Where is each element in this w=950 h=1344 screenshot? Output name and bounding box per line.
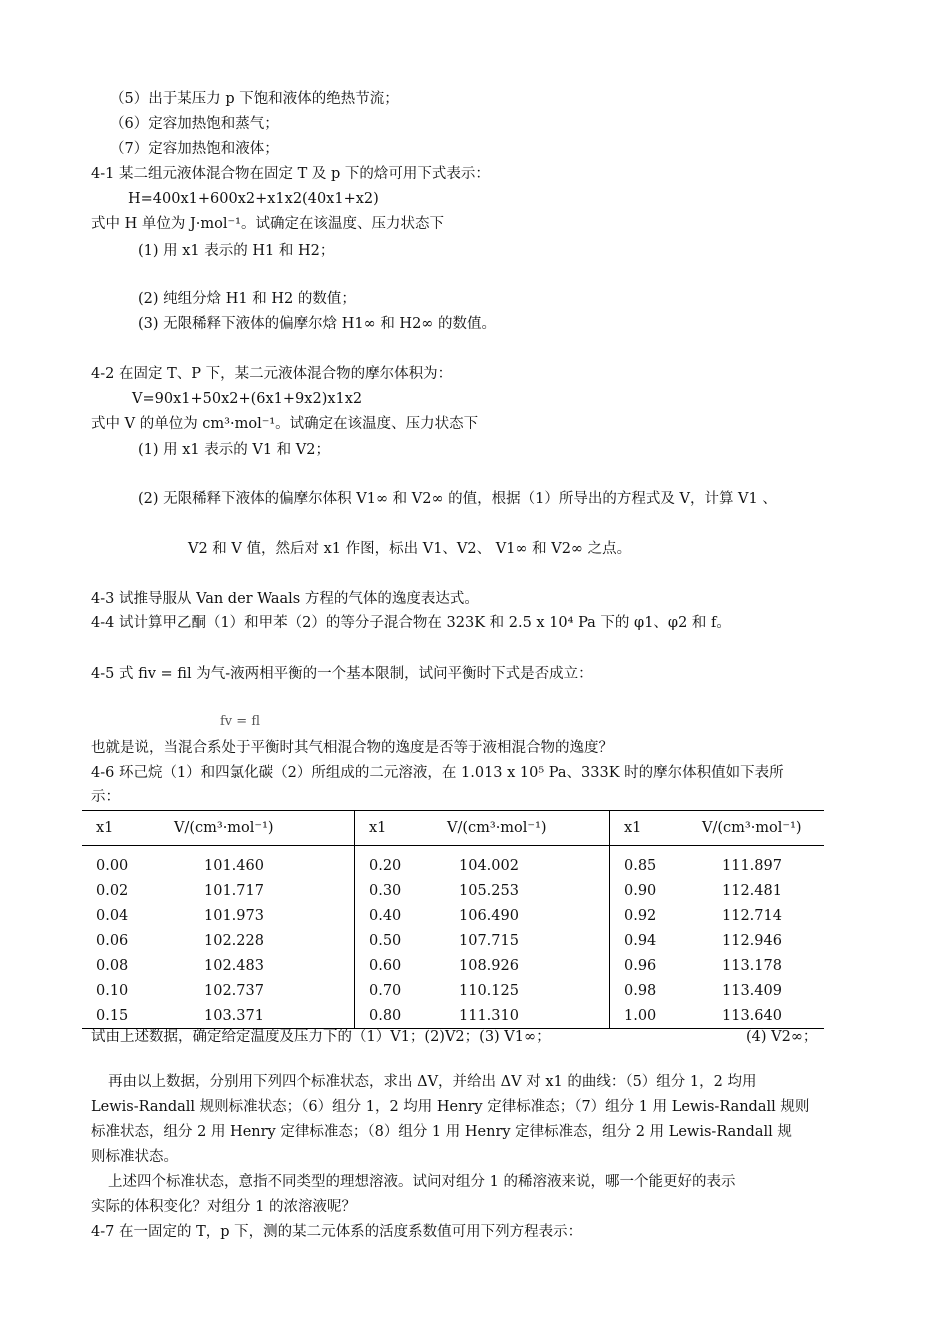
table-row bbox=[82, 904, 824, 929]
table-cell: 0.80 bbox=[355, 1003, 448, 1028]
table-cell: 112.481 bbox=[722, 883, 782, 900]
problem-4-2-title: 4-2 在固定 T、P 下，某二元液体混合物的摩尔体积为： bbox=[91, 366, 453, 382]
problem-4-5: 4-5 式 fiv = fil 为气-液两相平衡的一个基本限制，试问平衡时下式是否成立： bbox=[91, 666, 593, 682]
problem-4-1-unit: 式中 H 单位为 J·mol⁻¹。试确定在该温度、压力状态下 bbox=[91, 216, 444, 232]
problem-4-2-unit: 式中 V 的单位为 cm³·mol⁻¹。试确定在该温度、压力状态下 bbox=[91, 416, 479, 432]
table-cell: 1.00 bbox=[610, 1003, 703, 1028]
table-cell: 0.30 bbox=[369, 883, 402, 900]
problem-4-1-title: 4-1 某二组元液体混合物在固定 T 及 p 下的焓可用下式表示： bbox=[91, 166, 490, 182]
table-cell: 101.460 bbox=[174, 846, 355, 879]
table-header: V/(cm³·mol⁻¹) bbox=[702, 811, 824, 846]
table-cell: 102.228 bbox=[174, 929, 355, 954]
table-row bbox=[82, 1003, 824, 1028]
problem-4-6-line1: 4-6 环己烷（1）和四氯化碳（2）所组成的二元溶液，在 1.013 x 10⁵ Pa、333K 时的摩尔体积值如下表所 bbox=[91, 765, 784, 781]
table-cell: 101.717 bbox=[174, 879, 355, 904]
table-cell: 107.715 bbox=[447, 929, 610, 954]
table-header: x1 bbox=[610, 811, 703, 846]
paragraph-ideal-solutions-1: 上述四个标准状态，意指不同类型的理想溶液。试问对组分 1 的稀溶液来说，哪一个能更好的表示 bbox=[108, 1174, 736, 1190]
problem-4-1-q1: (1) 用 x1 表示的 H1 和 H2； bbox=[138, 243, 335, 259]
problem-4-5-equation: fv = fl bbox=[220, 714, 260, 729]
table-cell: 104.002 bbox=[447, 846, 610, 879]
table-row bbox=[82, 954, 824, 979]
problem-4-5-question: 也就是说，当混合系处于平衡时其气相混合物的逸度是否等于液相混合物的逸度？ bbox=[91, 740, 613, 756]
table-header: V/(cm³·mol⁻¹) bbox=[174, 811, 355, 846]
table-cell: 0.85 bbox=[624, 858, 657, 875]
table-cell: 0.50 bbox=[369, 933, 402, 950]
table-cell: 106.490 bbox=[447, 904, 610, 929]
table-cell: 105.253 bbox=[447, 879, 610, 904]
table-cell: 0.92 bbox=[624, 908, 657, 925]
table-row bbox=[82, 846, 824, 879]
table-cell: 0.10 bbox=[96, 982, 129, 999]
table-cell: 0.98 bbox=[624, 982, 657, 999]
table-cell: 0.96 bbox=[624, 958, 657, 974]
table-row bbox=[82, 978, 824, 1003]
table-row bbox=[82, 929, 824, 954]
table-cell: 111.897 bbox=[722, 858, 782, 875]
table-cell: 0.04 bbox=[96, 908, 129, 925]
table-cell: 112.946 bbox=[722, 933, 782, 950]
problem-4-2-q2a: (2) 无限稀释下液体的偏摩尔体积 V1∞ 和 V2∞ 的值，根据（1）所导出的方程式及 V，计算 V1 、 bbox=[138, 491, 777, 507]
table-cell: 113.640 bbox=[702, 1003, 824, 1028]
table-cell: 0.02 bbox=[96, 883, 129, 900]
problem-4-2-q1: (1) 用 x1 表示的 V1 和 V2； bbox=[138, 442, 330, 458]
table-cell: 113.178 bbox=[722, 958, 782, 974]
problem-4-7: 4-7 在一固定的 T，p 下，测的某二元体系的活度系数值可用下列方程表示： bbox=[91, 1224, 583, 1240]
table-cell: 0.70 bbox=[369, 982, 402, 999]
table-cell: 0.15 bbox=[82, 1003, 174, 1028]
problem-4-2-equation: V=90x1+50x2+(6x1+9x2)x1x2 bbox=[132, 391, 363, 407]
table-cell: 0.08 bbox=[96, 958, 129, 974]
table-cell: 0.94 bbox=[624, 933, 657, 950]
table-header: V/(cm³·mol⁻¹) bbox=[447, 811, 610, 846]
table-cell: 113.409 bbox=[722, 982, 782, 999]
molar-volume-table bbox=[82, 810, 824, 1029]
problem-4-1-q2: (2) 纯组分焓 H1 和 H2 的数值； bbox=[138, 291, 356, 307]
paragraph-standard-states-4: 则标准状态。 bbox=[91, 1149, 178, 1165]
table-cell: 112.714 bbox=[722, 908, 782, 925]
line-6-heat-vapor: （6）定容加热饱和蒸气； bbox=[110, 116, 279, 132]
table-cell: 0.20 bbox=[369, 858, 402, 875]
table-row bbox=[82, 879, 824, 904]
table-cell: 110.125 bbox=[447, 978, 610, 1003]
paragraph-standard-states-3: 标准状态，组分 2 用 Henry 定律标准态；（8）组分 1 用 Henry 定律标准态，组分 2 用 Lewis-Randall 规 bbox=[91, 1124, 792, 1140]
table-header-row bbox=[82, 811, 824, 846]
paragraph-standard-states-1: 再由以上数据，分别用下列四个标准状态，求出 ΔV，并给出 ΔV 对 x1 的曲线：（5）组分 1，2 均用 bbox=[108, 1074, 757, 1090]
line-5-adiabatic: （5）出于某压力 p 下饱和液体的绝热节流； bbox=[110, 91, 399, 107]
table-header: x1 bbox=[355, 811, 448, 846]
table-cell: 101.973 bbox=[174, 904, 355, 929]
table-cell: 0.90 bbox=[624, 883, 657, 900]
problem-4-6-line2: 示： bbox=[91, 789, 120, 805]
table-cell: 102.483 bbox=[174, 954, 355, 979]
table-cell: 111.310 bbox=[447, 1003, 610, 1028]
table-cell: 0.06 bbox=[96, 933, 129, 950]
table-cell: 0.60 bbox=[369, 958, 402, 974]
line-7-heat-liquid: （7）定容加热饱和液体； bbox=[110, 141, 279, 157]
table-cell: 103.371 bbox=[174, 1003, 355, 1028]
table-cell: 102.737 bbox=[174, 978, 355, 1003]
problem-4-3: 4-3 试推导服从 Van der Waals 方程的气体的逸度表达式。 bbox=[91, 591, 479, 607]
problem-4-1-equation: H=400x1+600x2+x1x2(40x1+x2) bbox=[128, 191, 379, 207]
problem-4-4: 4-4 试计算甲乙酮（1）和甲苯（2）的等分子混合物在 323K 和 2.5 x 10⁴ Pa 下的 φ1、φ2 和 f。 bbox=[91, 615, 731, 631]
paragraph-ideal-solutions-2: 实际的体积变化？对组分 1 的浓溶液呢？ bbox=[91, 1199, 356, 1215]
table-cell: 0.40 bbox=[369, 908, 402, 925]
table-cell: 0.00 bbox=[96, 858, 129, 875]
problem-4-6-question-4: (4) V2∞； bbox=[746, 1029, 818, 1045]
table-header: x1 bbox=[82, 811, 174, 846]
problem-4-6-questions: 试由上述数据，确定给定温度及压力下的（1）V1；(2)V2；(3) V1∞； bbox=[91, 1029, 551, 1045]
table-cell: 108.926 bbox=[447, 954, 610, 979]
paragraph-standard-states-2: Lewis-Randall 规则标准状态；（6）组分 1，2 均用 Henry 定律标准态；（7）组分 1 用 Lewis-Randall 规则 bbox=[91, 1099, 810, 1115]
problem-4-2-q2b: V2 和 V 值，然后对 x1 作图，标出 V1、V2、 V1∞ 和 V2∞ 之点。 bbox=[188, 541, 632, 557]
problem-4-1-q3: (3) 无限稀释下液体的偏摩尔焓 H1∞ 和 H2∞ 的数值。 bbox=[138, 316, 496, 332]
